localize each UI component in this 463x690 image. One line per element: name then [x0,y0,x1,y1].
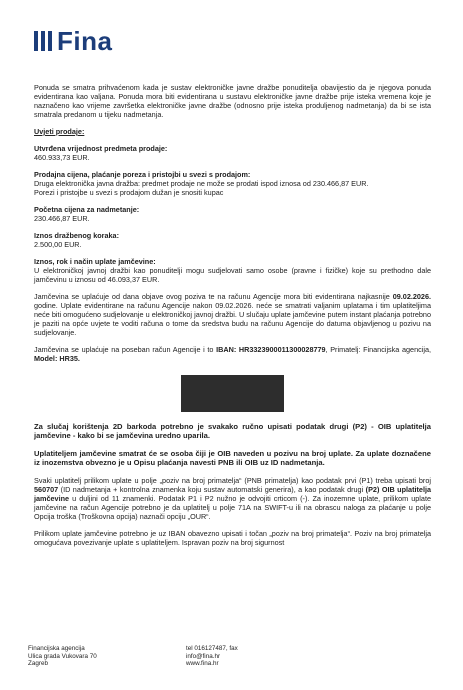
assessed-value-label: Utvrđena vrijednost predmeta prodaje: [34,144,168,153]
starting-price: 230.466,87 EUR. [34,214,90,223]
fina-logo [34,28,112,54]
footer-org: Financijska agencija [28,645,85,652]
footer-street: Ulica grada Vukovara 70 [28,652,97,660]
taxes-text: Porezi i pristojbe u svezi s prodajom dužan je snositi kupac [34,188,224,197]
logo-bars-icon [34,31,52,51]
bid-step-label: Iznos dražbenog koraka: [34,231,120,240]
starting-price-label: Početna cijena za nadmetanje: [34,205,140,214]
logo-wordmark: Fina [57,26,113,56]
assessed-value: 460.933,73 EUR. [34,153,90,162]
document-body [34,83,431,547]
deadline-date: 09.02.2026. [392,292,432,301]
footer-city: Zagreb [28,660,48,668]
footer-website: www.fina.hr [186,660,219,668]
intro-paragraph: Ponuda se smatra prihvaćenom kada je sustav elektroničke javne dražbe ponuditelja obavijestio da je njegova ponuda evidentirana kao valjana. Ponuda mora biti evidentirana u sustavu elektroničke javne dražbe prije isteka vremena koje je naznačeno kao vrijeme završetka elektroničke javne dražbe (odnosno prije isteka produljenog nadmetanja) da bi se ista smatrala predanom u tijeku nadmetanja. [34,83,431,119]
last-paragraph: Prilikom uplate jamčevine potrebno je uz IBAN obavezno upisati i točan „poziv na broj primatelja“. Poziv na broj primatelja omogućava povezivanje uplate s uplatiteljem. Ispravan poziv na broj sigurnost [34,528,431,547]
iban-value: HR3323900011300028779 [238,345,326,354]
barcode-note: Za slučaj korištenja 2D barkoda potrebno je svakako ručno upisati podatak drugi (P2) - OIB uplatitelja jamčevine - kako bi se jamčevina uredno uparila. [34,422,431,441]
footer-phone: tel 016127487, fax [186,645,238,652]
conditions-heading: Uvjeti prodaje: [34,127,85,136]
reference-paragraph: Svaki uplatitelj prilikom uplate u polje „poziv na broj primatelja“ (PNB primatelja) kao podatak prvi (P1) treba upisati broj 560707 (ID nadmetanja + kontrolna znamenka koju sustav automatski generira), a kao podatak drugi (P2) OIB uplatitelja jamčevine u duljini od 11 znamenki. Podatak P1 i P2 nužno je odvojiti crticom (-). Za inozemne uplate, prilikom uplate jamčevine na račun Agencije potrebno je da uplatitelj u polje 71A na SWIFT-u ili na obrascu naloga za plaćanje u polje Opcija troška (Troškovna opcija) naznači opciju „OUR“. [34,475,432,521]
payment-paragraph: Jamčevina se uplaćuje od dana objave ovog poziva te na računu Agencije mora biti evidentirana najkasnije 09.02.2026. godine. Uplate evidentirane na računu Agencije nakon 09.02.2026. neće se smatrati valjanim uplatama i tim uplatiteljima neće biti omogućeno sudjelovanje u elektroničkoj javnoj dražbi. U slučaju uplate jamčevine putem instant plaćanja potrebno je paziti na opće uvjete te voditi računa o tome da sredstva budu na računu Agencije do datuma objavljenog u pozivu na sudjelovanje. [34,292,432,337]
reference-number: 560707 [34,484,59,494]
footer-email: info@fina.hr [186,652,221,660]
sale-price-label: Prodajna cijena, plaćanje poreza i pristojbi u svezi s prodajom: [34,170,251,179]
payer-note: Uplatiteljem jamčevine smatrat će se osoba čiji je OIB naveden u pozivu na broj uplate. Za uplate doznačene iz inozemstva obvezno je u Opisu plaćanja navesti PNB ili OIB uz ID nadmetanja. [34,448,431,468]
deposit-text: U elektroničkoj javnoj dražbi kao ponuditelji mogu sudjelovati samo osobe (pravne i fizičke) koje su prethodno dale jamčevinu u iznosu od 46.093,37 EUR. [34,266,431,284]
redacted-barcode [181,375,284,412]
bid-step: 2.500,00 EUR. [34,240,82,249]
deposit-label: Iznos, rok i način uplate jamčevine: [34,257,156,266]
sale-price-text: Druga elektronička javna dražba: predmet prodaje ne može se prodati ispod iznosa od 230.466,87 EUR. [34,179,369,188]
model-value: HR35. [59,354,80,363]
iban-paragraph: Jamčevina se uplaćuje na poseban račun Agencije i to IBAN: HR3323900011300028779, Primatelj: Financijska agencija, Model: HR35. [34,345,431,363]
